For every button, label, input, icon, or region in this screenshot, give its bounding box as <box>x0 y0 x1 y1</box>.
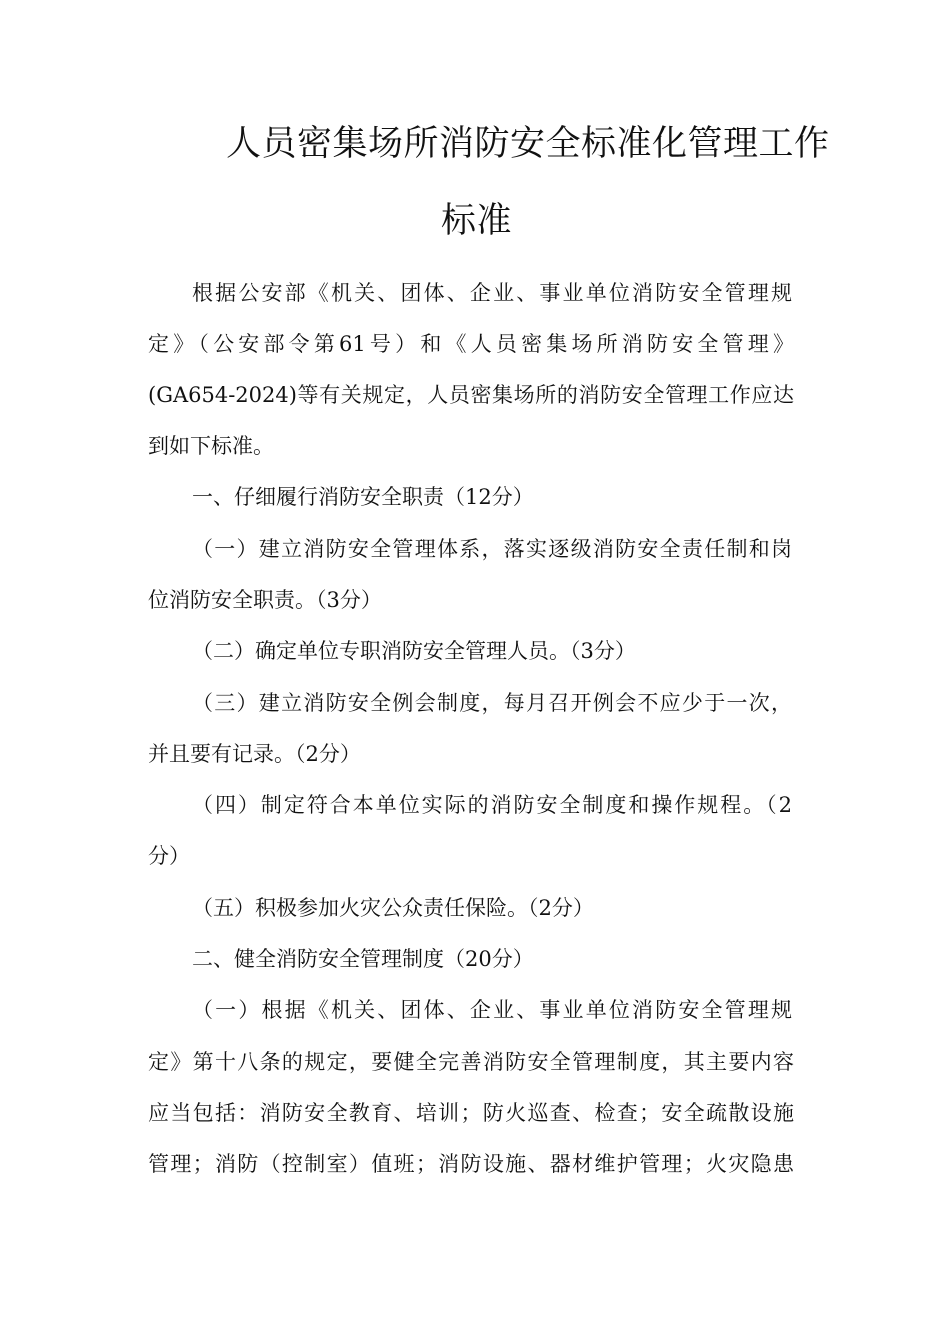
paragraph-line: （五）积极参加火灾公众责任保险。（2分） <box>192 896 594 920</box>
paragraph-line: 应当包括：消防安全教育、培训；防火巡查、检查；安全疏散设施 <box>148 1101 794 1125</box>
paragraph-line: （三）建立消防安全例会制度，每月召开例会不应少于一次， <box>192 691 792 715</box>
document-title-line-1: 人员密集场所消防安全标准化管理工作 <box>226 124 830 164</box>
paragraph-line: 根据公安部《机关、团体、企业、事业单位消防安全管理规 <box>192 281 792 305</box>
paragraph-line: 到如下标准。 <box>148 434 274 458</box>
paragraph-line: 分） <box>148 844 190 868</box>
paragraph-line: （一）建立消防安全管理体系，落实逐级消防安全责任制和岗 <box>192 537 792 561</box>
section-heading: 一、仔细履行消防安全职责（12分） <box>192 485 534 509</box>
paragraph-line: （四）制定符合本单位实际的消防安全制度和操作规程。（2 <box>192 793 792 817</box>
section-heading: 二、健全消防安全管理制度（20分） <box>192 947 534 971</box>
paragraph-line: （二）确定单位专职消防安全管理人员。（3分） <box>192 639 636 663</box>
paragraph-line: 位消防安全职责。（3分） <box>148 588 382 612</box>
paragraph-line: (GA654-2024)等有关规定，人员密集场所的消防安全管理工作应达 <box>148 383 794 407</box>
paragraph-line: 定》（公安部令第61号）和《人员密集场所消防安全管理》 <box>148 332 794 356</box>
paragraph-line: （一）根据《机关、团体、企业、事业单位消防安全管理规 <box>192 998 792 1022</box>
paragraph-line: 管理；消防（控制室）值班；消防设施、器材维护管理；火灾隐患 <box>148 1152 794 1176</box>
paragraph-line: 定》第十八条的规定，要健全完善消防安全管理制度，其主要内容 <box>148 1050 794 1074</box>
document-title-line-2: 标准 <box>441 201 513 241</box>
paragraph-line: 并且要有记录。（2分） <box>148 742 361 766</box>
